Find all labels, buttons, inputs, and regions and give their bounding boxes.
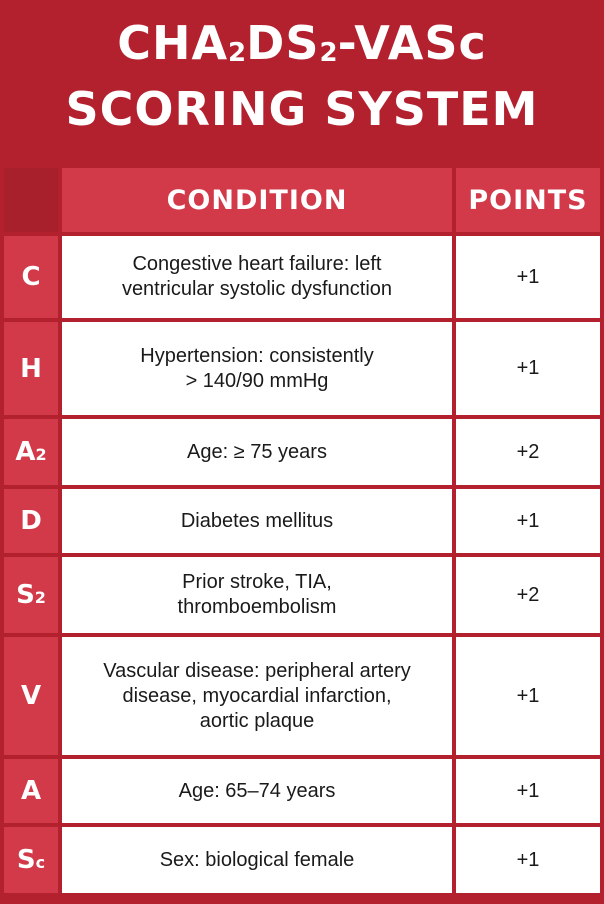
row-letter-text: S	[16, 845, 36, 875]
table-corner-cell	[4, 168, 58, 232]
row-condition: Sex: biological female	[62, 827, 452, 893]
row-condition: Vascular disease: peripheral artery disease, myocardial infarction, aortic plaque	[62, 637, 452, 755]
table-row	[0, 759, 604, 823]
row-condition: Congestive heart failure: left ventricular systolic dysfunction	[62, 236, 452, 318]
row-letter	[4, 489, 58, 553]
table-row	[0, 236, 604, 318]
title-part-ds: DS	[246, 16, 320, 70]
table-row	[0, 419, 604, 485]
row-condition: Prior stroke, TIA, thromboembolism	[62, 557, 452, 633]
row-letter-text: D	[20, 506, 42, 536]
title-line-2: SCORING SYSTEM	[65, 82, 539, 136]
row-points: +2	[456, 419, 600, 485]
row-letter-subscript: c	[35, 852, 46, 872]
row-letter-text: V	[20, 681, 42, 711]
row-letter-text: A	[20, 776, 42, 806]
row-points: +1	[456, 759, 600, 823]
row-condition: Hypertension: consistently > 140/90 mmHg	[62, 322, 452, 415]
title-part-cha: CHA	[117, 16, 229, 70]
row-points: +1	[456, 322, 600, 415]
row-points: +1	[456, 236, 600, 318]
title-line-1	[0, 14, 604, 80]
row-letter	[4, 759, 58, 823]
row-condition: Age: 65–74 years	[62, 759, 452, 823]
row-condition: Diabetes mellitus	[62, 489, 452, 553]
row-letter	[4, 827, 58, 893]
table-row	[0, 827, 604, 893]
row-letter	[4, 419, 58, 485]
row-letter	[4, 557, 58, 633]
title-part-vasc: -VASc	[337, 16, 487, 70]
table-row	[0, 322, 604, 415]
row-letter	[4, 637, 58, 755]
table-row	[0, 637, 604, 755]
page-title	[0, 14, 604, 138]
header-points: POINTS	[456, 168, 600, 232]
row-letter	[4, 322, 58, 415]
title-subscript: 2	[228, 38, 247, 68]
table-row	[0, 489, 604, 553]
row-letter-text: C	[21, 262, 41, 292]
header-condition: CONDITION	[62, 168, 452, 232]
row-condition: Age: ≥ 75 years	[62, 419, 452, 485]
row-letter-text: A	[15, 437, 36, 467]
row-letter-subscript: 2	[34, 587, 46, 607]
row-letter-text: H	[20, 353, 42, 384]
table-row	[0, 557, 604, 633]
row-letter-subscript: 2	[35, 444, 47, 464]
row-letter-text: S	[16, 580, 35, 610]
row-points: +2	[456, 557, 600, 633]
row-points: +1	[456, 489, 600, 553]
row-points: +1	[456, 637, 600, 755]
row-points: +1	[456, 827, 600, 893]
row-letter	[4, 236, 58, 318]
scoring-table	[0, 164, 604, 904]
title-subscript: 2	[319, 38, 338, 68]
